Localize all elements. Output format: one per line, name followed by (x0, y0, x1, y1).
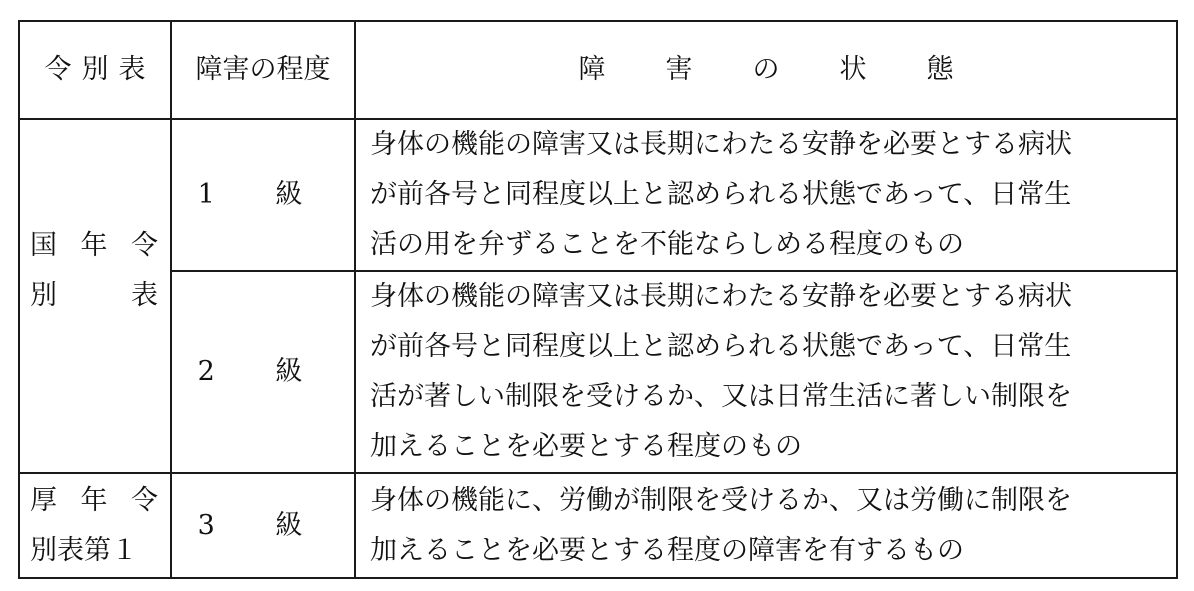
law-char: 国 (30, 230, 57, 261)
law-cell-national-pension (19, 119, 171, 473)
header-disability-state: 障害の状態 (355, 21, 1177, 119)
law-char: 年 (80, 230, 108, 261)
law-char: 令 (131, 484, 158, 516)
law-line (30, 526, 158, 576)
description-line: 加えることを必要とする程度のもの (370, 431, 802, 462)
description-line: 身体の機能に、労働が制限を受けるか、又は労働に制限を (370, 484, 1072, 516)
table-row-grade-3 (19, 473, 1177, 578)
law-char: 年 (80, 484, 108, 516)
law-line (30, 476, 158, 526)
header-law-table: 令別表 (19, 21, 171, 119)
description-line: 身体の機能の障害又は長期にわたる安静を必要とする病状 (370, 281, 1072, 312)
grade-cell (171, 271, 355, 473)
description-line: が前各号と同程度以上と認められる状態であって、日常生 (370, 179, 1072, 210)
description-line: が前各号と同程度以上と認められる状態であって、日常生 (370, 331, 1072, 362)
table-header-row (19, 21, 1177, 119)
law-line (30, 271, 158, 321)
law-char: 表 (131, 280, 158, 311)
description-cell (355, 473, 1177, 578)
header-disability-degree: 障害の程度 (171, 21, 355, 119)
law-line (30, 221, 158, 271)
description-cell (355, 271, 1177, 473)
description-line: 活が著しい制限を受けるか、又は日常生活に著しい制限を (370, 381, 1072, 412)
law-char: 別 (30, 280, 57, 311)
law-char: 令 (131, 230, 158, 261)
grade-label: 2 級 (197, 356, 329, 387)
description-line: 加えることを必要とする程度の障害を有するもの (370, 534, 964, 566)
disability-grade-table (18, 20, 1178, 579)
law-cell-employees-pension (19, 473, 171, 578)
law-text: 別表第１ (30, 534, 138, 566)
table-row-grade-2 (19, 271, 1177, 473)
description-line: 身体の機能の障害又は長期にわたる安静を必要とする病状 (370, 129, 1072, 160)
law-char: 厚 (30, 484, 57, 516)
table-row-grade-1 (19, 119, 1177, 271)
description-line: 活の用を弁ずることを不能ならしめる程度のもの (370, 229, 964, 260)
grade-label: 1 級 (197, 179, 329, 210)
grade-label: 3 級 (197, 509, 329, 541)
description-cell (355, 119, 1177, 271)
grade-cell (171, 473, 355, 578)
grade-cell (171, 119, 355, 271)
